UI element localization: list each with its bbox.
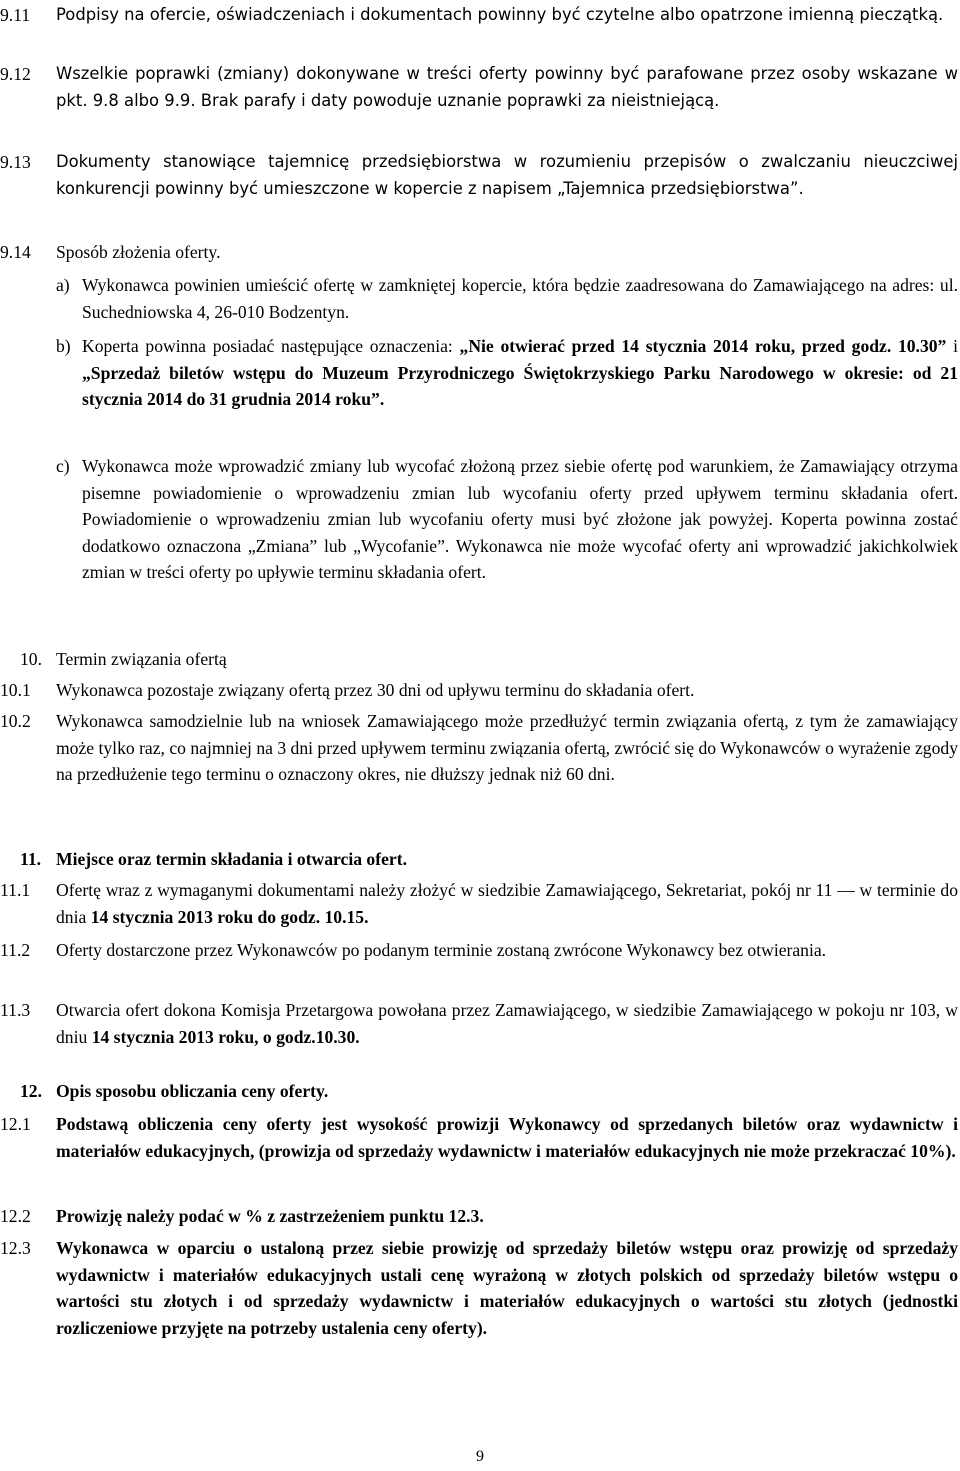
paragraph-text: Wykonawca pozostaje związany ofertą przez 30 dni od upływu terminu do składania ofert. <box>56 680 695 700</box>
paragraph-text: Podpisy na ofercie, oświadczeniach i dokumentach powinny być czytelne albo opatrzone imienną pieczątką. <box>56 5 944 24</box>
submission-deadline: 14 stycznia 2013 roku do godz. 10.15. <box>90 906 369 927</box>
section-number: 11. <box>20 849 42 869</box>
paragraph-number: 11.1 <box>0 880 31 900</box>
paragraph-number: 12.2 <box>0 1206 31 1226</box>
subparagraph-b <box>56 333 958 413</box>
paragraph-number: 12.3 <box>0 1238 31 1258</box>
paragraph-10-2 <box>0 708 958 788</box>
subparagraph-label: c) <box>56 456 70 476</box>
section-title: Termin związania ofertą <box>56 649 227 669</box>
submission-place: Ofertę wraz z wymaganymi dokumentami należy złożyć w siedzibie Zamawiającego, Sekretariat, pokój nr 11 — w terminie do dnia <box>56 880 958 927</box>
section-title: Miejsce oraz termin składania i otwarcia ofert. <box>56 849 407 869</box>
paragraph-text: Podstawą obliczenia ceny oferty jest wysokość prowizji Wykonawcy od sprzedanych biletów oraz wydawnictw i materiałów edukacyjnych, (prowizja od sprzedaży wydawnictw i materiałów edukacyjnych nie może przekraczać 10%). <box>56 1114 958 1161</box>
paragraph-11-2 <box>0 937 958 964</box>
paragraph-12-2 <box>0 1203 958 1230</box>
subparagraph-c <box>56 453 958 586</box>
section-title: Opis sposobu obliczania ceny oferty. <box>56 1081 329 1101</box>
paragraph-text: Dokumenty stanowiące tajemnicę przedsiębiorstwa w rozumieniu przepisów o zwalczaniu nieuczciwej konkurencji powinny być umieszczone w kopercie z napisem „Tajemnica przedsiębiorstwa”. <box>56 152 958 198</box>
paragraph-number: 9.12 <box>0 64 31 84</box>
paragraph-9-11 <box>0 2 958 29</box>
marking-conjunction: i <box>946 336 958 356</box>
paragraph-text: Wykonawca samodzielnie lub na wniosek Zamawiającego może przedłużyć termin związania ofertą, z tym że zamawiający może tylko raz, co najmniej na 3 dni przed upływem terminu związania ofertą, zwrócić się do Wykonawców o wyrażenie zgody na przedłużenie tego terminu o oznaczony okres, nie dłuższy jednak niż 60 dni. <box>56 711 958 784</box>
paragraph-text <box>56 877 958 930</box>
section-11-heading <box>0 846 958 873</box>
paragraph-text: Wszelkie poprawki (zmiany) dokonywane w treści oferty powinny być parafowane przez osoby wskazane w pkt. 9.8 albo 9.9. Brak parafy i daty powoduje uznanie poprawki za nieistniejącą. <box>56 64 958 110</box>
marking-do-not-open: „Nie otwierać przed 14 stycznia 2014 roku, przed godz. 10.30” <box>459 336 947 356</box>
paragraph-text: Wykonawca w oparciu o ustaloną przez siebie prowizję od sprzedaży biletów wstępu oraz prowizję od sprzedaży wydawnictw i materiałów edukacyjnych ustali cenę wyrażoną w złotych polskich od sprzedaży biletów wstępu o wartości stu złotych i od sprzedaży wydawnictw i materiałów edukacyjnych o wartości stu złotych (jednostki rozliczeniowe przyjęte na potrzeby ustalenia ceny oferty). <box>56 1238 958 1338</box>
paragraph-12-1 <box>0 1111 958 1164</box>
subparagraph-label: a) <box>56 275 70 295</box>
paragraph-number: 12.1 <box>0 1114 31 1134</box>
marking-tender-title: „Sprzedaż biletów wstępu do Muzeum Przyrodniczego Świętokrzyskiego Parku Narodowego w okresie: od 21 stycznia 2014 do 31 grudnia 2014 roku”. <box>82 362 958 409</box>
paragraph-11-1 <box>0 877 958 930</box>
page-number: 9 <box>476 1448 484 1465</box>
paragraph-number: 10.2 <box>0 711 31 731</box>
subparagraph-text <box>82 333 958 413</box>
subparagraph-text: Wykonawca powinien umieścić ofertę w zamkniętej kopercie, która będzie zaadresowana do Zamawiającego na adres: ul. Suchedniowska 4, 26-010 Bodzentyn. <box>82 275 958 322</box>
paragraph-9-14 <box>0 239 958 266</box>
paragraph-9-13 <box>0 149 958 202</box>
section-12-heading <box>0 1078 958 1105</box>
paragraph-number: 9.14 <box>0 242 31 262</box>
opening-place: Otwarcia ofert dokona Komisja Przetargowa powołana przez Zamawiającego, w siedzibie Zamawiającego w pokoju nr 103, w dniu <box>56 1000 958 1047</box>
subparagraph-label: b) <box>56 336 71 356</box>
paragraph-11-3 <box>0 997 958 1050</box>
paragraph-number: 9.13 <box>0 152 31 172</box>
section-10-heading <box>0 646 958 673</box>
paragraph-number: 11.3 <box>0 1000 31 1020</box>
subparagraph-text: Wykonawca może wprowadzić zmiany lub wycofać złożoną przez siebie ofertę pod warunkiem, że Zamawiający otrzyma pisemne powiadomienie o wprowadzeniu zmian lub wycofaniu oferty przed upływem terminu składania ofert. Powiadomienie o wprowadzeniu zmian lub wycofaniu oferty musi być złożone jak powyżej. Koperta powinna zostać dodatkowo oznaczona „Zmiana” lub „Wycofanie”. Wykonawca nie może wycofać oferty ani wprowadzić jakichkolwiek zmian w treści oferty po upływie terminu składania ofert. <box>82 456 958 582</box>
paragraph-text: Sposób złożenia oferty. <box>56 242 221 262</box>
section-number: 12. <box>20 1081 42 1101</box>
opening-date: 14 stycznia 2013 roku, o godz.10.30. <box>91 1026 360 1047</box>
paragraph-number: 9.11 <box>0 5 31 25</box>
paragraph-9-12 <box>0 61 958 114</box>
paragraph-text <box>56 997 958 1050</box>
section-number: 10. <box>20 649 42 669</box>
paragraph-number: 11.2 <box>0 940 31 960</box>
marking-intro: Koperta powinna posiadać następujące oznaczenia: <box>82 336 460 356</box>
paragraph-12-3 <box>0 1235 958 1341</box>
subparagraph-a <box>56 272 958 325</box>
paragraph-number: 10.1 <box>0 680 31 700</box>
paragraph-text: Oferty dostarczone przez Wykonawców po podanym terminie zostaną zwrócone Wykonawcy bez otwierania. <box>56 940 827 960</box>
paragraph-10-1 <box>0 677 958 704</box>
paragraph-text: Prowizję należy podać w % z zastrzeżeniem punktu 12.3. <box>56 1206 484 1226</box>
